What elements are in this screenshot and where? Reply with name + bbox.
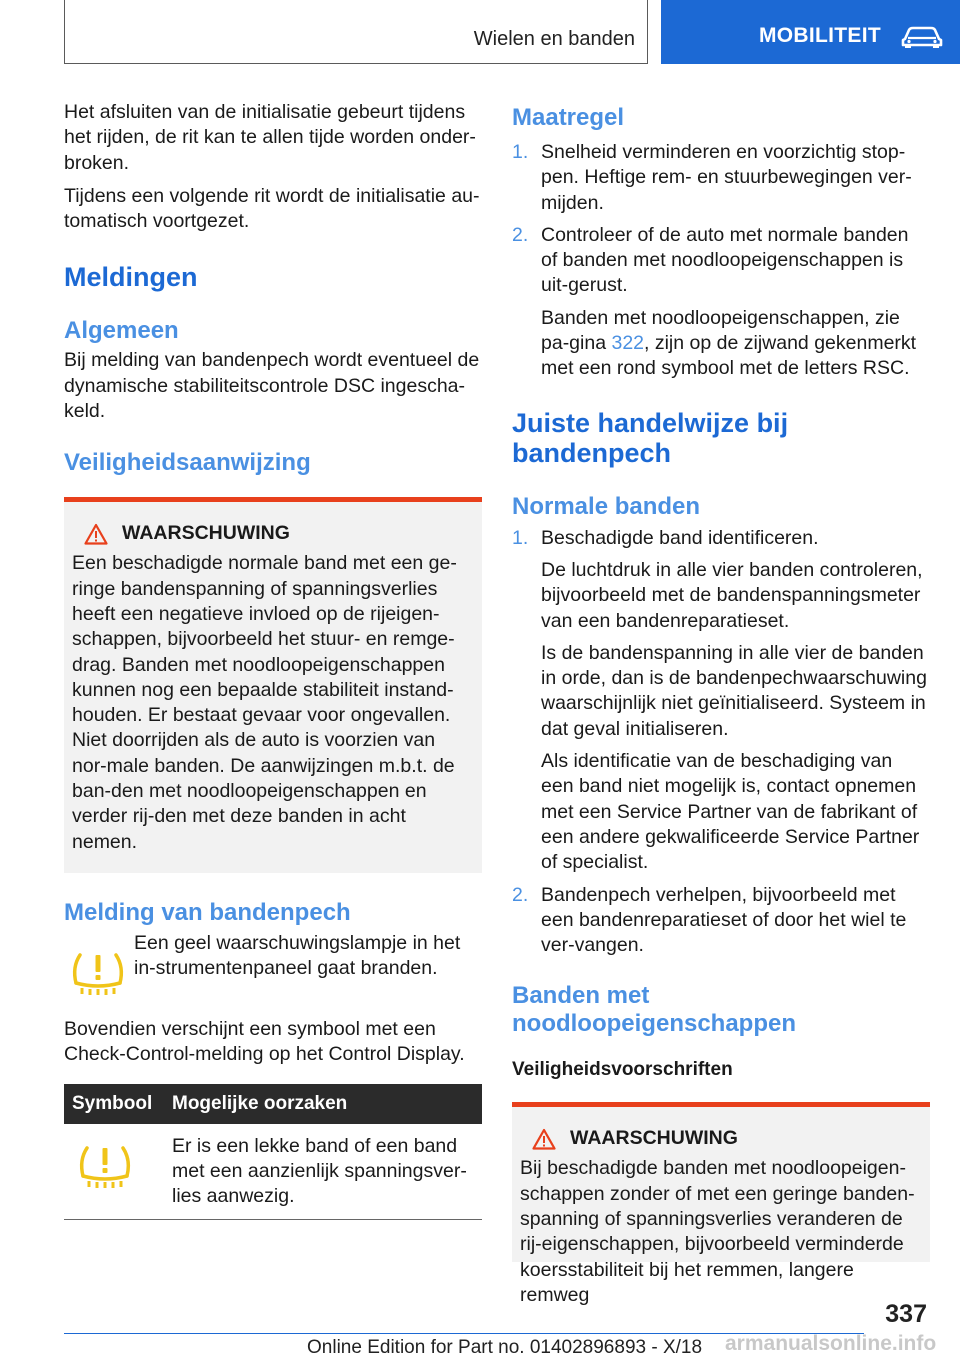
footer-edition: Online Edition for Part no. 01402896893 - X/18	[307, 1337, 703, 1358]
heading-maatregel: Maatregel	[512, 104, 625, 131]
left-column	[64, 100, 482, 1220]
header-chapter-tab[interactable]	[661, 0, 960, 64]
table-header-symbool: Symbool	[64, 1084, 164, 1124]
watermark-logo: armanualsonline.info	[725, 1332, 937, 1355]
normale-banden-list	[512, 526, 930, 959]
tire-warning-lamp-icon	[68, 949, 128, 999]
header-section-title: Wielen en banden	[473, 28, 635, 50]
header-chapter-label: MOBILITEIT	[759, 24, 881, 47]
warning-triangle-icon	[532, 1128, 556, 1150]
table-header-oorzaken: Mogelijke oorzaken	[164, 1084, 482, 1124]
warning-text: Bij beschadigde banden met noodloopeigen-schappen zonder of met een geringe banden-spanning of spanningsverlies veranderen de rij-eigenschappen, bijvoorbeeld verminderde koersstabiliteit bij het remmen, langere remweg	[520, 1157, 915, 1306]
list-item: 1. Beschadigde band identificeren. De luchtdruk in alle vier banden controleren, bijvoorbeeld met de bandenspanningsmeter van een bandenreparatieset. Is de bandenspanning in alle vier de banden in orde, dan is de bandenpechwaarschuwing waarschijnlijk niet geïnitialiseerd. Systeem in dat geval initialiseren. Als identificatie van de beschadiging van een band niet mogelijk is, contact opnemen met een Service Partner van de fabrikant of een andere gekwalificeerde Service Partner of specialist.	[512, 526, 927, 874]
heading-melding-bandenpech: Melding van bandenpech	[64, 898, 351, 926]
heading-normale-banden: Normale banden	[512, 492, 701, 520]
maatregel-list	[512, 140, 930, 382]
car-icon	[899, 23, 945, 49]
right-column	[512, 104, 930, 1306]
warning-box	[512, 1102, 930, 1306]
list-item: 2. Bandenpech verhelpen, bijvoorbeeld met een bandenreparatieset of door het wiel te ver-vangen.	[512, 883, 907, 957]
page-number: 337	[885, 1300, 927, 1328]
paragraph-lampje: Een geel waarschuwingslampje in het in-strumentenpaneel gaat branden.	[134, 931, 461, 980]
warning-text: Een beschadigde normale band met een ge-ringe bandenspanning of spanningsverlies heeft een negatieve invloed op de rijeigen-schappen, bijvoorbeeld het stuur- en remge-drag. Banden met noodloopeigenschappen kunnen nog een bepaalde stabiliteit instand-houden. Er bestaat gevaar voor ongevallen. Niet doorrijden als de auto is voorzien van nor-male banden. De aanwijzingen m.b.t. de ban-den met noodloopeigenschappen en verder rij-den met deze banden in acht nemen.	[72, 552, 457, 853]
warning-triangle-icon	[84, 523, 108, 545]
warning-title: WAARSCHUWING	[122, 522, 290, 545]
heading-veiligheidsaanwijzing: Veiligheidsaanwijzing	[64, 449, 311, 477]
heading-noodloop-banden: Banden met noodloopeigenschappen	[512, 982, 797, 1038]
paragraph-voortgezet: Tijdens een volgende rit wordt de initialisatie au-tomatisch voortgezet.	[64, 184, 480, 233]
list-item: 2. Controleer of de auto met normale banden of banden met noodloopeigenschappen is uit-gerust. Banden met noodloopeigenschappen, zie pa-gina 322, zijn op de zijwand gekenmerkt met een rond symbool met de letters RSC.	[512, 223, 917, 380]
heading-veiligheidsvoorschriften: Veiligheidsvoorschriften	[512, 1059, 733, 1081]
symbol-table	[64, 1084, 482, 1221]
page-link-322[interactable]: 322	[611, 332, 645, 355]
table-cell-oorzaak: Er is een lekke band of een band met een aanzienlijk spanningsver-lies aanwezig.	[164, 1124, 482, 1220]
tire-warning-symbol-icon	[74, 1142, 136, 1192]
warning-title: WAARSCHUWING	[570, 1127, 738, 1150]
paragraph-check-control: Bovendien verschijnt een symbool met een Check-Control-melding op het Control Display.	[64, 1017, 465, 1066]
list-item: 1. Snelheid verminderen en voorzichtig stop-pen. Heftige rem- en stuurbewegingen ver-mijden.	[512, 141, 912, 214]
table-row	[64, 1124, 482, 1220]
heading-meldingen: Meldingen	[64, 262, 198, 293]
heading-juiste-handelwijze: Juiste handelwijze bij bandenpech	[512, 407, 789, 468]
warning-box	[64, 497, 482, 873]
paragraph-dsc: Bij melding van bandenpech wordt eventueel de dynamische stabiliteitscontrole DSC ingescha-keld.	[64, 349, 480, 423]
heading-algemeen: Algemeen	[64, 317, 179, 345]
paragraph-initialisatie: Het afsluiten van de initialisatie gebeurt tijdens het rijden, de rit kan te allen tijde worden onder-broken.	[64, 101, 476, 174]
